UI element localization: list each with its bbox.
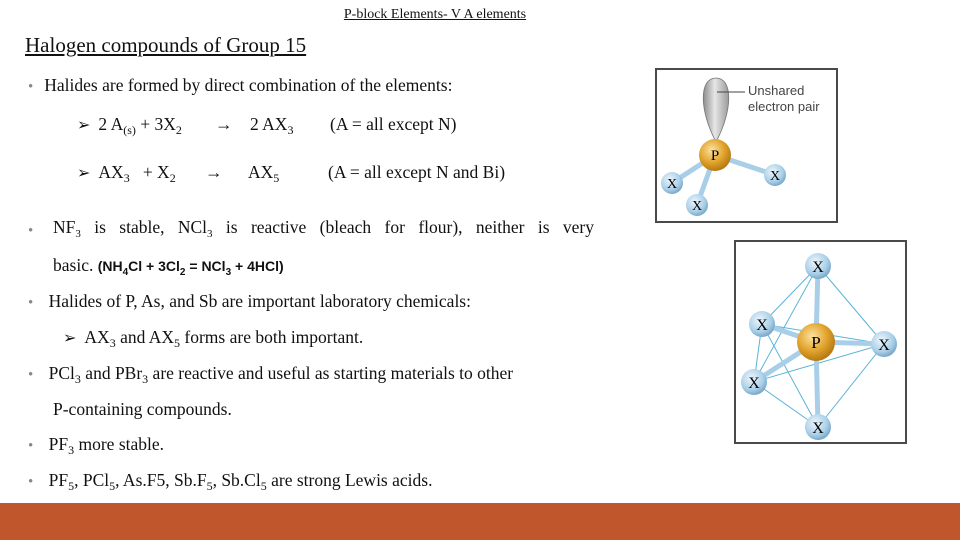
bullet-pf3: • $PF_3$ more stable. [28,434,165,457]
footer-bar [0,503,960,540]
figure-trigonal-bipyramidal [734,240,907,444]
molecule-bipyramidal-svg [736,242,905,442]
bullet-icon: • [28,223,34,239]
bullet-halides-lab: • Halides of P, As, and Sb are important laboratory chemicals: [28,291,471,311]
bullet-pcl3-line2: P-containing compounds. [53,399,232,419]
nh4cl-equation: $(NH_4Cl + 3Cl_2 = NCl_3 + 4HCl)$ [97,258,284,278]
bullet-lewis-acids: • $PF_5$, PCl$_5$, As.F5, $Sb.F_5$, $Sb.Cl_5$ are strong Lewis acids. [28,470,433,493]
bullet-ax3-ax5: ➢ $AX_3$ and $AX_5$ forms are both important. [63,327,364,350]
equation-2-product: $AX_5$ [248,162,280,185]
arrow-bullet-icon: ➢ [77,165,91,182]
atom-x-label: X [666,177,678,192]
bullet-icon: • [28,295,34,311]
arrow-bullet-icon: ➢ [63,330,77,347]
atom-x-label: X [748,375,760,392]
reaction-arrow: → [215,114,233,134]
reaction-arrow: → [205,162,223,182]
bullet-pcl3-pbr3: • PCl$_3$ and PBr$_3$ are reactive and useful as starting materials to other [28,363,514,386]
equation-1-note: (A = all except N) [330,114,457,134]
atom-p-label: P [811,333,821,352]
arrow-bullet-icon: ➢ [77,117,91,134]
atom-x-label: X [769,169,781,184]
bullet-icon: • [28,367,34,383]
equation-2: ➢ $AX_3 + X_2$ [77,162,176,185]
slide-title: Halogen compounds of Group 15 [25,33,307,57]
bullet-nf3-line2: basic. $(NH_4Cl + 3Cl_2 = NCl_3 + 4HCl)$ [53,255,284,278]
lone-pair-lobe [703,78,729,142]
bullet-icon: • [28,474,34,490]
equation-2-note: (A = all except N and Bi) [328,162,506,182]
slide-header: P-block Elements- V A elements [343,7,527,22]
bullet-halides-formed: • Halides are formed by direct combination of the elements: [28,75,453,95]
atom-x-label: X [812,259,824,276]
unshared-label-1: Unshared [748,83,805,98]
bullet-nf3-stable: $NF_3$ is stable, NCl$_3$ is reactive (bleach for flour), neither is very [53,217,594,240]
bullet-icon: • [28,438,34,454]
atom-x-label: X [756,317,768,334]
atom-x-label: X [878,337,890,354]
equation-1: ➢ 2 $A_{(s)} + 3X_2$ [77,114,182,137]
molecule-pyramidal-svg [657,70,836,221]
atom-x-label: X [812,420,824,437]
atom-p-label: P [710,148,720,164]
figure-trigonal-pyramidal [655,68,838,223]
unshared-label-2: electron pair [748,99,820,114]
bullet-icon: • [28,79,34,95]
equation-1-product: 2 $AX_3$ [250,114,294,137]
atom-x-label: X [691,199,703,214]
